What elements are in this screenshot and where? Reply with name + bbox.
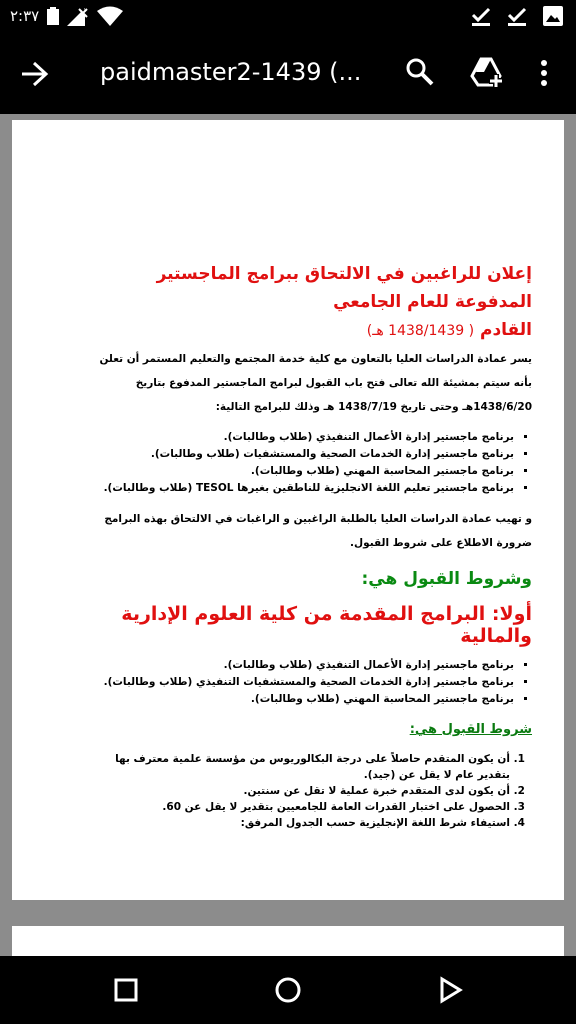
pdf-page [12, 120, 564, 900]
conditions-heading: وشروط القبول هي: [361, 569, 532, 589]
drive-add-icon[interactable] [470, 56, 504, 90]
pdf-viewer[interactable] [0, 114, 576, 956]
home-circle-icon[interactable] [272, 974, 304, 1006]
list-item: ▪ برنامج ماجستير إدارة الأعمال التنفيذي (طلاب وطالبات). [82, 429, 514, 446]
system-nav-bar [0, 956, 576, 1024]
section1-programs-list [82, 657, 532, 708]
download-done-icon [470, 5, 492, 27]
list-item: ▪ برنامج ماجستير إدارة الخدمات الصحية والمستشفيات التنفيذي (طلاب وطالبات). [82, 674, 514, 691]
heading-line-1: إعلان للراغبين في الالتحاق ببرامج الماجستير المدفوعة للعام الجامعي [156, 264, 532, 312]
pdf-page-next [12, 926, 564, 956]
more-vert-icon[interactable] [532, 56, 556, 90]
notice-paragraph: و تهيب عمادة الدراسات العليا بالطلبة الراغبين و الراغبات في الالتحاق بهذه البرامج ضرورة الاطلاع على شروط القبول. [104, 513, 532, 549]
list-item: 4. استيفاء شرط اللغة الإنجليزية حسب الجدول المرفق: [82, 815, 510, 831]
no-signal-icon [67, 6, 89, 26]
heading-line-2: القادم [479, 320, 532, 340]
search-icon[interactable] [404, 56, 436, 88]
status-right [470, 5, 564, 27]
section1-heading: أولا: البرامج المقدمة من كلية العلوم الإدارية والمالية [121, 603, 532, 647]
wifi-icon [97, 6, 123, 26]
document-content [82, 260, 532, 831]
list-item: 1. أن يكون المتقدم حاصلاً على درجة البكالوريوس من مؤسسة علمية معترف بها بتقدير عام لا يقل عن (جيد). [82, 751, 510, 783]
download-done-icon [506, 5, 528, 27]
list-item: ▪ برنامج ماجستير إدارة الخدمات الصحية والمستشفيات (طلاب وطالبات). [82, 446, 514, 463]
programs-list [82, 429, 532, 497]
intro-paragraph: يسر عمادة الدراسات العليا بالتعاون مع كلية خدمة المجتمع والتعليم المستمر أن تعلن بأنه سيتم بمشيئة الله تعالى فتح باب القبول لبرامج الماجستير المدفوع بتاريخ 1438/6/20هـ وحتى تاريخ 1438/7/19 هـ وذلك للبرامج التالية: [99, 353, 532, 413]
list-item: ▪ برنامج ماجستير المحاسبة المهني (طلاب وطالبات). [82, 691, 514, 708]
section1-conditions-list [82, 751, 532, 831]
list-item: ▪ برنامج ماجستير تعليم اللغة الانجليزية للناطقين بغيرها TESOL (طلاب وطالبات). [82, 480, 514, 497]
app-bar [0, 34, 576, 114]
section1-conditions-heading: شروط القبول هي: [409, 722, 532, 737]
list-item: ▪ برنامج ماجستير المحاسبة المهني (طلاب وطالبات). [82, 463, 514, 480]
list-item: 3. الحصول على اختبار القدرات العامة للجامعيين بتقدير لا يقل عن 60. [82, 799, 510, 815]
back-arrow-icon[interactable] [18, 58, 50, 90]
status-left [10, 6, 123, 26]
document-title: paidmaster2-1439 (... [100, 58, 362, 86]
list-item: 2. أن يكون لدى المتقدم خبرة عملية لا تقل عن سنتين. [82, 783, 510, 799]
heading-year: ( 1438/1439 هـ) [366, 323, 475, 339]
image-icon [542, 5, 564, 27]
status-bar [0, 0, 576, 34]
status-time: ٢:٣٧ [10, 7, 40, 25]
battery-icon [47, 7, 59, 25]
recents-square-icon[interactable] [110, 974, 142, 1006]
list-item: ▪ برنامج ماجستير إدارة الأعمال التنفيذي (طلاب وطالبات). [82, 657, 514, 674]
announcement-heading [82, 260, 532, 345]
back-triangle-icon[interactable] [434, 974, 466, 1006]
